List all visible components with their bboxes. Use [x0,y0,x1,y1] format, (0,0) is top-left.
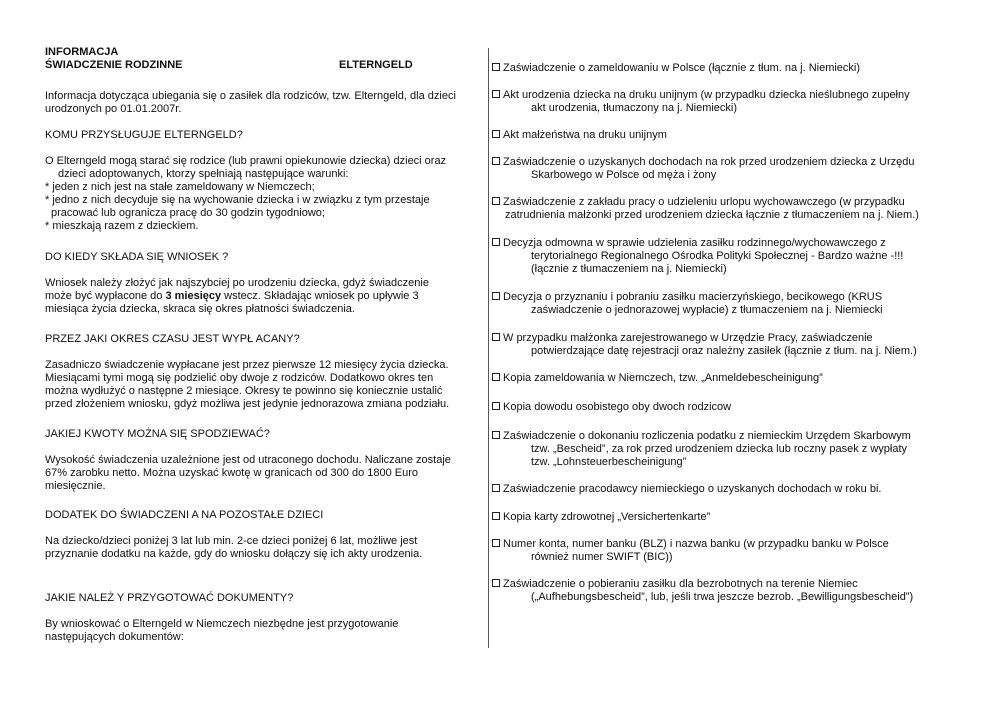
checkbox-icon [492,431,500,439]
checkbox-icon [492,197,500,205]
text-line: można wydłużyć o następne 2 miesiące. Okresy te powinno się koniecznie ustalić [45,385,443,397]
text-line: przed złożeniem wniosku, gdyż możliwa jest jedynie jednorazowa zmiana podziału. [45,398,450,410]
text-line: By wnioskować o Elterngeld w Niemczech niezbędne jest przygotowanie [45,618,399,630]
item-text: Akt urodzenia dziecka na druku unijnym (w przypadku dziecka nieślubnego zupełny [503,89,910,101]
text-line: Na dziecko/dzieci poniżej 3 lat lub min. 2-ce dzieci poniżej 6 lat, możliwe jest [45,535,418,547]
text-line: O Elterngeld mogą starać się rodzice (lub prawni opiekunowie dziecka) dzieci oraz [45,155,447,167]
item-text: Zaświadczenie o dokonaniu rozliczenia podatku z niemieckim Urzędem Skarbowym [503,430,911,442]
checklist-item [492,332,962,358]
q1-answer [45,155,477,233]
q2-heading: DO KIEDY SKŁADA SIĘ WNIOSEK ? [45,251,229,263]
checkbox-icon [492,512,500,520]
text-line: dzieci adoptowanych, ktorzy spełniają następujące warunki: [58,168,349,180]
item-text: W przypadku małżonka zarejestrowanego w Urzędzie Pracy, zaświadczenie [503,332,873,344]
item-text: Zaświadczenie o uzyskanych dochodach na rok przed urodzeniem dziecka z Urzędu [503,156,915,168]
item-text: Kopia zameldowania w Niemczech, tzw. „Anmeldebescheinigung” [503,372,823,384]
q2-answer [45,277,477,316]
checklist-item [492,430,962,469]
checklist-item [492,483,962,496]
checkbox-icon [492,333,500,341]
q6-heading: JAKIE NALEŻ Y PRZYGOTOWAĆ DOKUMENTY? [45,592,294,604]
checkbox-icon [492,238,500,246]
item-text: Decyzja odmowna w sprawie udzielenia zasiłku rodzinnego/wychowawczego z [503,237,886,249]
checkbox-icon [492,373,500,381]
subtitle-row [45,59,477,72]
item-text: Zaświadczenie z zakładu pracy o udzieleniu urlopu wychowawczego (w przypadku [503,196,905,208]
item-text: Numer konta, numer banku (BLZ) i nazwa banku (w przypadku banku w Polsce [503,538,889,550]
checklist-item [492,401,962,414]
bold-fragment: 3 miesięcy [165,290,222,302]
q3-answer [45,359,477,411]
checkbox-icon [492,63,500,71]
item-text: Zaświadczenie o zameldowaniu w Polsce (łącznie z tłum. na j. Niemiecki) [503,62,861,74]
item-text: Zaświadczenie o pobieraniu zasiłku dla bezrobotnych na terenie Niemiec [503,578,858,590]
text-line: Wysokość świadczenia uzależnione jest od utraconego dochodu. Naliczane zostaje [45,454,451,466]
text-line: przyznanie dodatku na każde, gdy do wniosku dołączy się ich akty urodzenia. [45,548,423,560]
item-text: również numer SWIFT (BIC)) [531,551,673,563]
checklist-item [492,538,962,564]
text-line: 67% zarobku netto. Można uzyskać kwotę w granicach od 300 do 1800 Euro [45,467,419,479]
checkbox-icon [492,579,500,587]
text-fragment: wstecz. Składając wniosek po upływie 3 [221,290,419,302]
checkbox-icon [492,90,500,98]
text-line: Wniosek należy złożyć jak najszybciej po urodzeniu dziecka, gdyż świadczenie [45,277,429,289]
checklist-item [492,237,962,276]
subtitle-pl: ŚWIADCZENIE RODZINNE [45,59,183,71]
text-line: Miesiącami tymi mogą się podzielić oby dwoje z rodziców. Dodatkowo okres ten [45,372,434,384]
item-text: (łącznie z tłumaczeniem na j. Niemiecki) [531,263,727,275]
q5-heading: DODATEK DO ŚWIADCZENI A NA POZOSTAŁE DZIECI [45,509,324,521]
q6-answer [45,618,477,644]
text-line: Zasadniczo świadczenie wypłacane jest przez pierwsze 12 miesięcy życia dziecka. [45,359,449,371]
checkbox-icon [492,130,500,138]
q5-answer [45,535,477,561]
checklist-item [492,156,962,182]
q4-answer [45,454,477,493]
header [45,46,477,72]
item-text: terytorialnego Regionalnego Ośrodka Polityki Społecznej - Bardzo ważne -!!! [531,250,904,262]
q3-heading: PRZEZ JAKI OKRES CZASU JEST WYPŁ ACANY? [45,333,300,345]
text-line: miesięcznie. [45,480,106,492]
q1-heading: KOMU PRZYSŁUGUJE ELTERNGELD? [45,129,243,141]
checklist-item [492,578,962,604]
item-text: zaświadczenie o jednorazowej wypłacie) z tłumaczeniem na j. Niemiecki [531,304,883,316]
checklist-item [492,62,962,75]
text-line [45,290,477,303]
item-text: tzw. „Lohnsteuerbescheinigung” [531,456,687,468]
checkbox-icon [492,484,500,492]
condition-line: * mieszkają razem z dzieckiem. [45,220,199,232]
checklist-item [492,196,962,222]
item-text: tzw. „Bescheid”, za rok przed urodzeniem dziecka lub roczny pasek z wypłaty [531,443,907,455]
checkbox-icon [492,292,500,300]
checklist-item [492,291,962,317]
checklist-item [492,372,962,385]
item-text: zatrudnienia małżonki przed urodzeniem dziecka łącznie z tłumaczeniem na j. Niem.) [505,209,919,221]
doc-title: INFORMACJA [45,46,119,58]
item-text: akt urodzenia, tłumaczony na j. Niemiecki) [531,102,738,114]
checklist-item [492,511,962,524]
intro-line: Informacja dotycząca ubiegania się o zasiłek dla rodziców, tzw. Elterngeld, dla dzieci [45,90,456,102]
checkbox-icon [492,402,500,410]
condition-line: * jeden z nich jest na stałe zameldowany w Niemczech; [45,181,315,193]
checklist-item [492,89,962,115]
item-text: Akt małżeństwa na druku unijnym [503,129,667,141]
checkbox-icon [492,157,500,165]
intro [45,90,477,116]
subtitle-de: ELTERNGELD [339,59,413,71]
checkbox-icon [492,539,500,547]
checklist-item [492,129,962,142]
text-line: miesiąca życia dziecka, skraca się okres płatności świadczenia. [45,303,355,315]
condition-line: pracować lub ogranicza pracę do 30 godzin tygodniowo; [51,207,325,219]
text-fragment: może być wypłacone do [45,290,166,302]
item-text: („Aufhebungsbescheid”, lub, jeśli trwa jeszcze bezrob. „Bewilligungsbescheid”) [531,591,914,603]
item-text: potwierdzające datę rejestracji oraz należny zasiłek (łącznie z tłum. na j. Niem.) [531,345,917,357]
intro-line: urodzonych po 01.01.2007r. [45,103,182,115]
q4-heading: JAKIEJ KWOTY MOŻNA SIĘ SPODZIEWAĆ? [45,428,270,440]
item-text: Skarbowego w Polsce od męża i żony [531,169,717,181]
text-line: następujących dokumentów: [45,631,184,643]
condition-line: * jedno z nich decyduje się na wychowanie dziecka i w związku z tym przestaje [45,194,430,206]
item-text: Kopia dowodu osobistego oby dwoch rodzicow [503,401,732,413]
column-divider [488,48,489,648]
item-text: Zaświadczenie pracodawcy niemieckiego o uzyskanych dochodach w roku bi. [503,483,882,495]
item-text: Decyzja o przyznaniu i pobraniu zasiłku macierzyńskiego, becikowego (KRUS [503,291,883,303]
item-text: Kopia karty zdrowotnej „Versichertenkarte” [503,511,711,523]
